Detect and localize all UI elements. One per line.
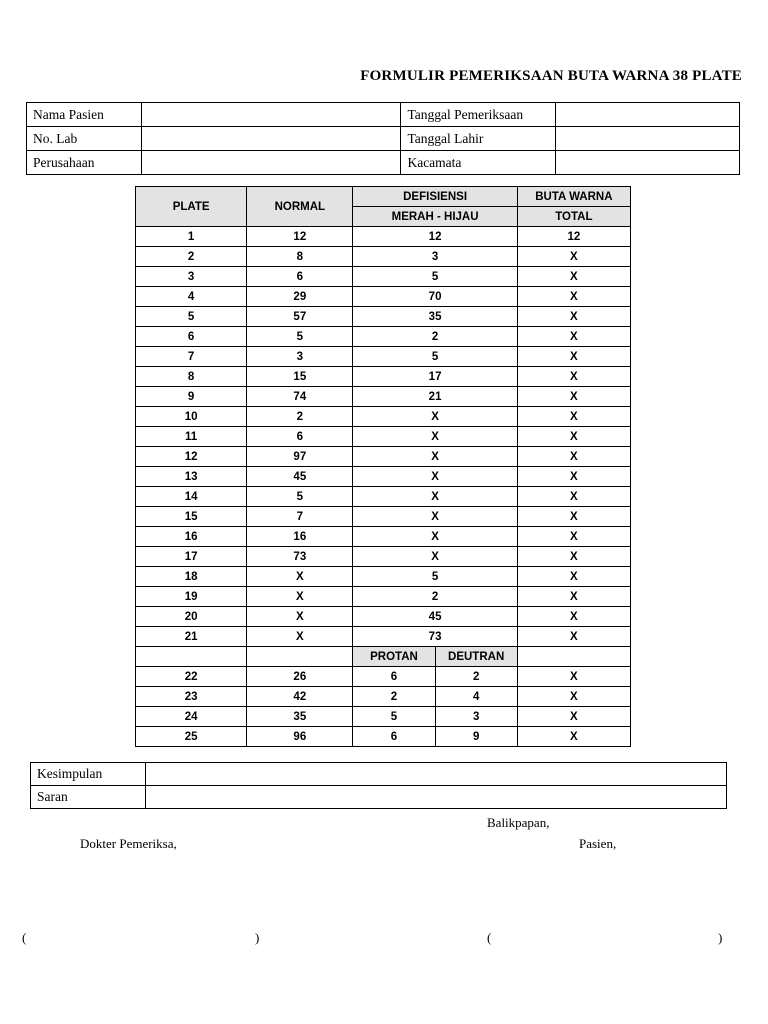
no-lab-field[interactable] bbox=[141, 127, 401, 151]
normal-cell: 35 bbox=[247, 707, 353, 727]
plate-cell: 5 bbox=[136, 307, 247, 327]
buta-warna-cell: X bbox=[517, 727, 630, 747]
table-row bbox=[136, 367, 631, 387]
place-label: Balikpapan, bbox=[487, 815, 550, 830]
buta-warna-cell: X bbox=[517, 307, 630, 327]
defisiensi-cell: 21 bbox=[353, 387, 517, 407]
plate-cell: 18 bbox=[136, 567, 247, 587]
defisiensi-cell: X bbox=[353, 487, 517, 507]
protan-cell: 5 bbox=[353, 707, 435, 727]
defisiensi-cell: X bbox=[353, 467, 517, 487]
table-row bbox=[136, 527, 631, 547]
plate-cell: 2 bbox=[136, 247, 247, 267]
defisiensi-cell: 45 bbox=[353, 607, 517, 627]
buta-warna-cell: X bbox=[517, 607, 630, 627]
buta-warna-cell: X bbox=[517, 327, 630, 347]
normal-cell: 15 bbox=[247, 367, 353, 387]
buta-warna-cell: X bbox=[517, 427, 630, 447]
table-row bbox=[136, 227, 631, 247]
normal-cell: X bbox=[247, 627, 353, 647]
header-merah-hijau: MERAH - HIJAU bbox=[353, 207, 517, 227]
plate-cell: 11 bbox=[136, 427, 247, 447]
normal-cell: 3 bbox=[247, 347, 353, 367]
kacamata-field[interactable] bbox=[556, 151, 740, 175]
deutran-cell: 9 bbox=[435, 727, 517, 747]
buta-warna-cell: X bbox=[517, 367, 630, 387]
tanggal-lahir-field[interactable] bbox=[556, 127, 740, 151]
plate-cell: 22 bbox=[136, 667, 247, 687]
table-row bbox=[136, 567, 631, 587]
normal-cell: 26 bbox=[247, 667, 353, 687]
defisiensi-cell: 73 bbox=[353, 627, 517, 647]
plate-cell: 9 bbox=[136, 387, 247, 407]
defisiensi-cell: 12 bbox=[353, 227, 517, 247]
empty-cell bbox=[517, 647, 630, 667]
kesimpulan-field[interactable] bbox=[146, 763, 727, 786]
table-row bbox=[136, 587, 631, 607]
normal-cell: X bbox=[247, 567, 353, 587]
patient-info-table bbox=[26, 102, 740, 175]
protan-cell: 6 bbox=[353, 667, 435, 687]
table-row bbox=[136, 627, 631, 647]
plate-table bbox=[135, 186, 631, 747]
defisiensi-cell: X bbox=[353, 547, 517, 567]
defisiensi-cell: 2 bbox=[353, 327, 517, 347]
table-row bbox=[136, 467, 631, 487]
buta-warna-cell: X bbox=[517, 627, 630, 647]
normal-cell: 45 bbox=[247, 467, 353, 487]
normal-cell: 7 bbox=[247, 507, 353, 527]
protan-cell: 2 bbox=[353, 687, 435, 707]
protan-cell: 6 bbox=[353, 727, 435, 747]
table-row bbox=[136, 487, 631, 507]
patient-signature-open-paren: ( bbox=[487, 930, 492, 945]
buta-warna-cell: 12 bbox=[517, 227, 630, 247]
deutran-cell: 4 bbox=[435, 687, 517, 707]
defisiensi-cell: 3 bbox=[353, 247, 517, 267]
defisiensi-cell: 5 bbox=[353, 347, 517, 367]
normal-cell: 6 bbox=[247, 427, 353, 447]
header-plate: PLATE bbox=[136, 187, 247, 227]
no-lab-label: No. Lab bbox=[27, 127, 142, 151]
normal-cell: 96 bbox=[247, 727, 353, 747]
plate-cell: 21 bbox=[136, 627, 247, 647]
perusahaan-label: Perusahaan bbox=[27, 151, 142, 175]
defisiensi-cell: X bbox=[353, 447, 517, 467]
deutran-cell: 3 bbox=[435, 707, 517, 727]
plate-rows bbox=[136, 227, 631, 647]
buta-warna-cell: X bbox=[517, 587, 630, 607]
conclusion-table bbox=[30, 762, 727, 809]
doctor-label: Dokter Pemeriksa, bbox=[80, 836, 177, 851]
header-total: TOTAL bbox=[517, 207, 630, 227]
nama-pasien-field[interactable] bbox=[141, 103, 401, 127]
header-buta-warna: BUTA WARNA bbox=[517, 187, 630, 207]
perusahaan-field[interactable] bbox=[141, 151, 401, 175]
normal-cell: X bbox=[247, 607, 353, 627]
plate-cell: 14 bbox=[136, 487, 247, 507]
plate-cell: 23 bbox=[136, 687, 247, 707]
normal-cell: 97 bbox=[247, 447, 353, 467]
plate-cell: 25 bbox=[136, 727, 247, 747]
header-deutran: DEUTRAN bbox=[435, 647, 517, 667]
buta-warna-cell: X bbox=[517, 247, 630, 267]
defisiensi-cell: X bbox=[353, 527, 517, 547]
normal-cell: 8 bbox=[247, 247, 353, 267]
normal-cell: 5 bbox=[247, 327, 353, 347]
buta-warna-cell: X bbox=[517, 407, 630, 427]
plate-cell: 19 bbox=[136, 587, 247, 607]
table-row bbox=[136, 267, 631, 287]
buta-warna-cell: X bbox=[517, 527, 630, 547]
normal-cell: 2 bbox=[247, 407, 353, 427]
table-row bbox=[136, 507, 631, 527]
buta-warna-cell: X bbox=[517, 387, 630, 407]
normal-cell: 29 bbox=[247, 287, 353, 307]
empty-cell bbox=[247, 647, 353, 667]
buta-warna-cell: X bbox=[517, 687, 630, 707]
plate-cell: 8 bbox=[136, 367, 247, 387]
table-row bbox=[136, 327, 631, 347]
buta-warna-cell: X bbox=[517, 267, 630, 287]
plate-cell: 1 bbox=[136, 227, 247, 247]
plate-cell: 12 bbox=[136, 447, 247, 467]
normal-cell: 6 bbox=[247, 267, 353, 287]
form-title: FORMULIR PEMERIKSAAN BUTA WARNA 38 PLATE bbox=[360, 68, 742, 84]
plate-cell: 20 bbox=[136, 607, 247, 627]
plate-cell: 17 bbox=[136, 547, 247, 567]
plate-cell: 13 bbox=[136, 467, 247, 487]
protan-deutran-header-row bbox=[136, 647, 631, 667]
tanggal-pemeriksaan-label: Tanggal Pemeriksaan bbox=[401, 103, 556, 127]
normal-cell: 42 bbox=[247, 687, 353, 707]
buta-warna-cell: X bbox=[517, 447, 630, 467]
table-row bbox=[136, 247, 631, 267]
buta-warna-cell: X bbox=[517, 567, 630, 587]
table-row bbox=[136, 447, 631, 467]
plate-cell: 10 bbox=[136, 407, 247, 427]
plate-cell: 15 bbox=[136, 507, 247, 527]
table-row bbox=[136, 707, 631, 727]
saran-field[interactable] bbox=[146, 786, 727, 809]
defisiensi-cell: X bbox=[353, 507, 517, 527]
defisiensi-cell: X bbox=[353, 407, 517, 427]
buta-warna-cell: X bbox=[517, 347, 630, 367]
doctor-signature-open-paren: ( bbox=[22, 930, 27, 945]
defisiensi-cell: 17 bbox=[353, 367, 517, 387]
table-row bbox=[136, 287, 631, 307]
table-row bbox=[136, 607, 631, 627]
tanggal-lahir-label: Tanggal Lahir bbox=[401, 127, 556, 151]
tanggal-pemeriksaan-field[interactable] bbox=[556, 103, 740, 127]
defisiensi-cell: 35 bbox=[353, 307, 517, 327]
plate-rows-protan-deutran bbox=[136, 667, 631, 747]
table-row bbox=[136, 307, 631, 327]
normal-cell: 12 bbox=[247, 227, 353, 247]
table-row bbox=[136, 667, 631, 687]
header-defisiensi: DEFISIENSI bbox=[353, 187, 517, 207]
plate-cell: 24 bbox=[136, 707, 247, 727]
buta-warna-cell: X bbox=[517, 487, 630, 507]
plate-cell: 4 bbox=[136, 287, 247, 307]
buta-warna-cell: X bbox=[517, 707, 630, 727]
plate-cell: 3 bbox=[136, 267, 247, 287]
saran-label: Saran bbox=[31, 786, 146, 809]
plate-cell: 16 bbox=[136, 527, 247, 547]
defisiensi-cell: 5 bbox=[353, 567, 517, 587]
normal-cell: 57 bbox=[247, 307, 353, 327]
table-row bbox=[136, 727, 631, 747]
header-protan: PROTAN bbox=[353, 647, 435, 667]
table-row bbox=[136, 687, 631, 707]
patient-label: Pasien, bbox=[579, 836, 617, 851]
normal-cell: 73 bbox=[247, 547, 353, 567]
table-row bbox=[136, 547, 631, 567]
table-row bbox=[136, 347, 631, 367]
kacamata-label: Kacamata bbox=[401, 151, 556, 175]
defisiensi-cell: 2 bbox=[353, 587, 517, 607]
defisiensi-cell: 5 bbox=[353, 267, 517, 287]
buta-warna-cell: X bbox=[517, 467, 630, 487]
deutran-cell: 2 bbox=[435, 667, 517, 687]
normal-cell: 5 bbox=[247, 487, 353, 507]
empty-cell bbox=[136, 647, 247, 667]
buta-warna-cell: X bbox=[517, 667, 630, 687]
normal-cell: X bbox=[247, 587, 353, 607]
plate-cell: 6 bbox=[136, 327, 247, 347]
normal-cell: 16 bbox=[247, 527, 353, 547]
table-row bbox=[136, 407, 631, 427]
buta-warna-cell: X bbox=[517, 507, 630, 527]
normal-cell: 74 bbox=[247, 387, 353, 407]
nama-pasien-label: Nama Pasien bbox=[27, 103, 142, 127]
patient-signature-close-paren: ) bbox=[718, 930, 723, 945]
kesimpulan-label: Kesimpulan bbox=[31, 763, 146, 786]
buta-warna-cell: X bbox=[517, 547, 630, 567]
plate-cell: 7 bbox=[136, 347, 247, 367]
doctor-signature-close-paren: ) bbox=[255, 930, 260, 945]
table-row bbox=[136, 427, 631, 447]
buta-warna-cell: X bbox=[517, 287, 630, 307]
table-row bbox=[136, 387, 631, 407]
defisiensi-cell: X bbox=[353, 427, 517, 447]
defisiensi-cell: 70 bbox=[353, 287, 517, 307]
header-normal: NORMAL bbox=[247, 187, 353, 227]
